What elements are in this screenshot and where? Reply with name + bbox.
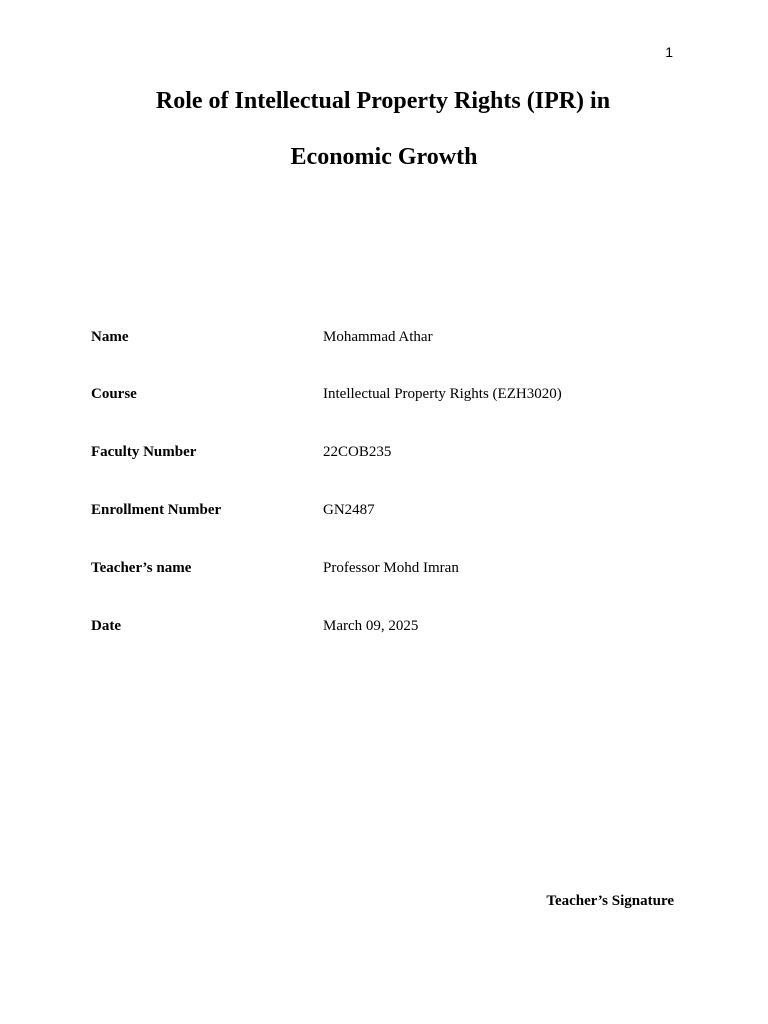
info-value-name: Mohammad Athar <box>323 329 433 345</box>
info-label-course: Course <box>91 386 137 402</box>
info-row-course <box>91 383 691 405</box>
info-row-faculty-number <box>91 441 691 463</box>
info-row-date <box>91 615 691 637</box>
document-title-line-2: Economic Growth <box>290 144 478 170</box>
info-label-teacher-name: Teacher’s name <box>91 560 192 576</box>
info-value-teacher-name: Professor Mohd Imran <box>323 560 459 576</box>
page-number: 1 <box>665 44 673 60</box>
info-value-enrollment-number: GN2487 <box>323 502 375 518</box>
info-value-date: March 09, 2025 <box>323 618 419 634</box>
info-label-enrollment-number: Enrollment Number <box>91 502 222 518</box>
info-label-date: Date <box>91 618 121 634</box>
info-row-enrollment-number <box>91 499 691 521</box>
info-label-name: Name <box>91 329 129 345</box>
info-row-name <box>91 326 691 348</box>
info-value-faculty-number: 22COB235 <box>323 444 392 460</box>
info-value-course: Intellectual Property Rights (EZH3020) <box>323 386 562 402</box>
info-row-teacher-name <box>91 557 691 579</box>
info-label-faculty-number: Faculty Number <box>91 444 197 460</box>
document-title-line-1: Role of Intellectual Property Rights (IPR) in <box>155 88 611 114</box>
teacher-signature-label: Teacher’s Signature <box>546 893 674 909</box>
